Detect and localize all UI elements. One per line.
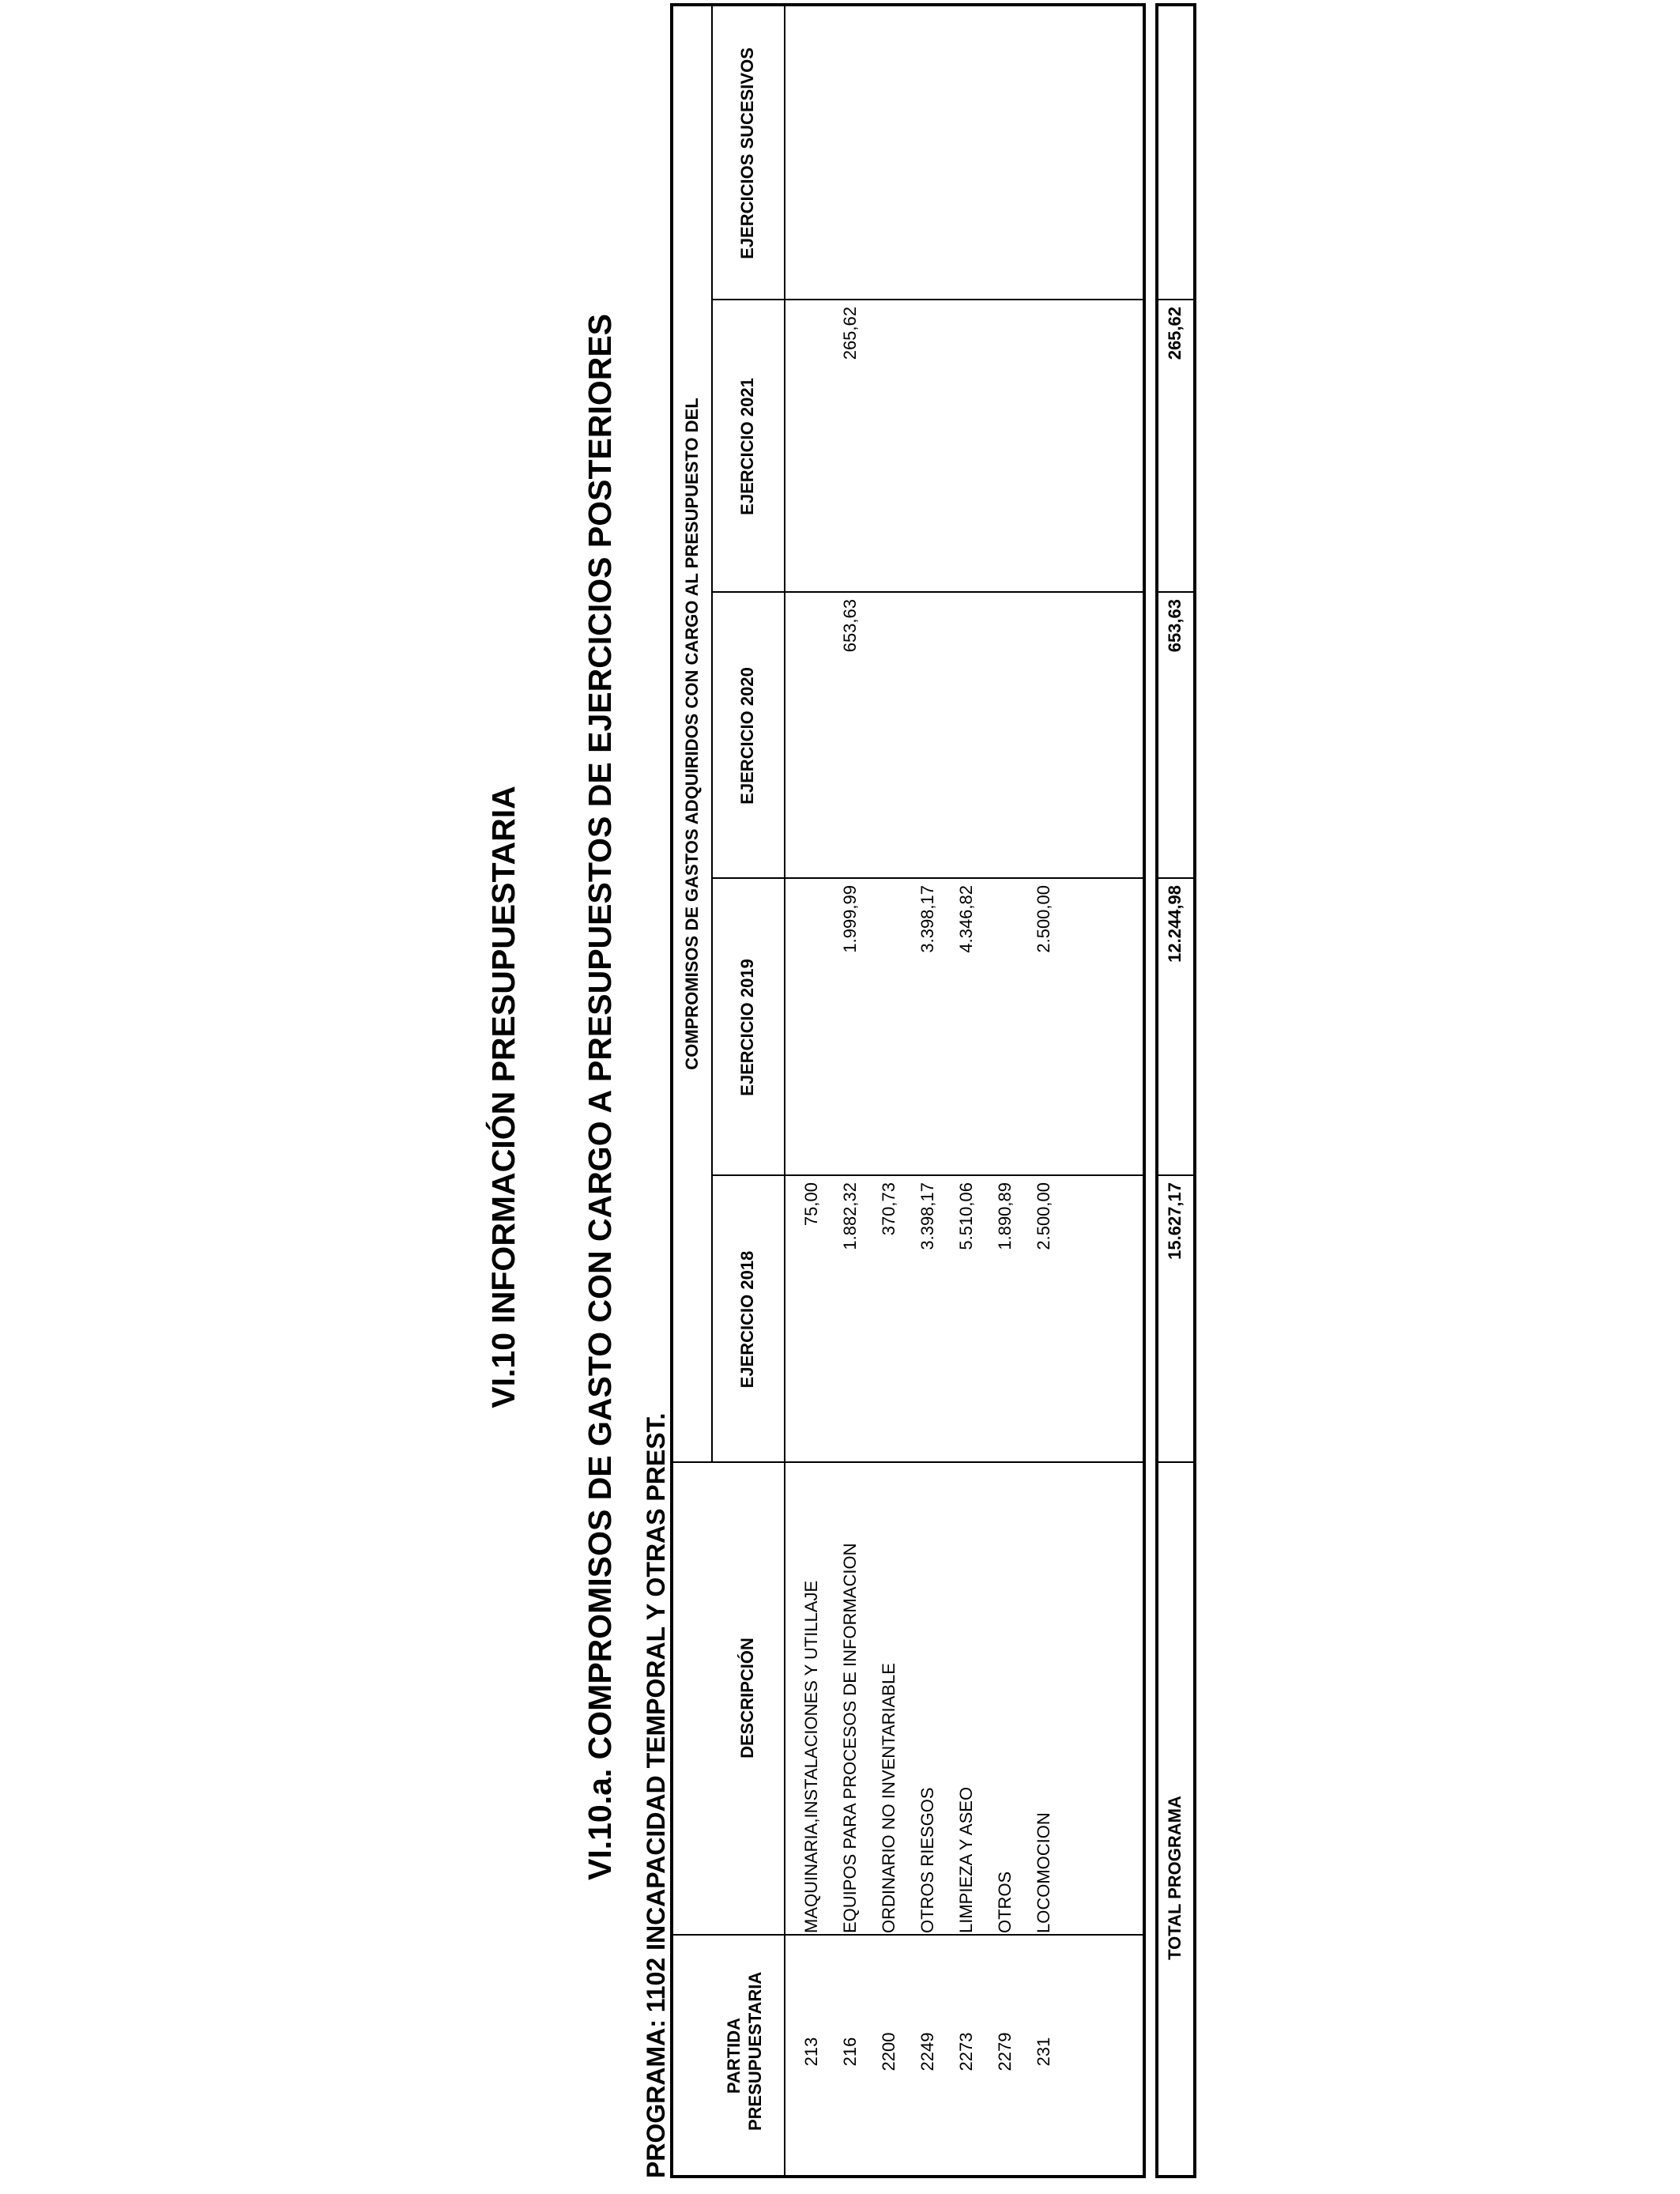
total-border-top	[1155, 3, 1158, 2178]
group-divider	[711, 5, 713, 1463]
value-2021: 265,62	[840, 307, 860, 360]
descripcion-cell: LIMPIEZA Y ASEO	[956, 1786, 976, 1933]
total-2021: 265,62	[1165, 307, 1185, 360]
total-border-left	[1155, 2175, 1196, 2178]
header-partida: PARTIDA PRESUPUESTARIA	[724, 1971, 765, 2131]
total-border-bottom	[1193, 3, 1196, 2178]
page-title: VI.10 INFORMACIÓN PRESUPUESTARIA	[485, 786, 522, 1408]
header-group: COMPROMISOS DE GASTOS ADQUIRIDOS CON CARGO AL PRESUPUESTO DEL	[682, 398, 702, 1070]
total-border-right	[1155, 3, 1196, 6]
partida-cell: 2249	[917, 2032, 937, 2071]
descripcion-cell: MAQUINARIA,INSTALACIONES Y UTILLAJE	[801, 1580, 821, 1933]
value-2018: 3.398,17	[917, 1182, 937, 1250]
descripcion-cell: OTROS	[995, 1871, 1015, 1933]
header-year-2018: EJERCICIO 2018	[737, 1250, 757, 1389]
header-year-2021: EJERCICIO 2021	[737, 378, 757, 515]
total-2019: 12.244,98	[1165, 885, 1185, 963]
col-line-4	[711, 877, 1144, 879]
value-2019: 1.999,99	[840, 885, 860, 953]
partida-cell: 2273	[956, 2032, 976, 2071]
header-year-2020: EJERCICIO 2020	[737, 667, 757, 805]
table-border-top	[670, 3, 673, 2178]
descripcion-cell: EQUIPOS PARA PROCESOS DE INFORMACION	[840, 1543, 860, 1933]
header-sucesivos: EJERCICIOS SUCESIVOS	[737, 47, 757, 259]
value-2018: 75,00	[801, 1182, 821, 1227]
value-2018: 370,73	[879, 1182, 898, 1236]
value-2018: 1.890,89	[995, 1182, 1015, 1250]
programa-label: PROGRAMA: 1102 INCAPACIDAD TEMPORAL Y OTRAS PREST.	[642, 1412, 670, 2178]
partida-cell: 231	[1034, 2037, 1053, 2067]
total-col-line-6	[1155, 299, 1196, 300]
partida-cell: 2200	[879, 2032, 898, 2071]
header-divider	[784, 3, 785, 2178]
col-line-5	[711, 591, 1144, 593]
value-2018: 5.510,06	[956, 1182, 976, 1250]
descripcion-cell: OTROS RIESGOS	[917, 1787, 937, 1933]
col-line-1	[670, 1934, 1144, 1936]
col-line-6	[711, 299, 1144, 300]
partida-cell: 2279	[995, 2032, 1015, 2071]
descripcion-cell: LOCOMOCION	[1034, 1812, 1053, 1933]
table-border-left	[670, 2175, 1146, 2178]
header-year-2019: EJERCICIO 2019	[737, 959, 757, 1096]
value-2019: 2.500,00	[1034, 885, 1053, 953]
value-2019: 4.346,82	[956, 885, 976, 953]
total-2018: 15.627,17	[1165, 1182, 1185, 1260]
total-2020: 653,63	[1165, 599, 1185, 653]
partida-cell: 216	[840, 2037, 860, 2067]
value-2018: 2.500,00	[1034, 1182, 1053, 1250]
value-2019: 3.398,17	[917, 885, 937, 953]
header-descripcion: DESCRIPCIÓN	[737, 1638, 757, 1759]
page-subtitle: VI.10.a. COMPROMISOS DE GASTO CON CARGO A PRESUPUESTOS DE EJERCICIOS POSTERIORES	[582, 313, 618, 1881]
partida-cell: 213	[801, 2037, 821, 2067]
value-2020: 653,63	[840, 599, 860, 653]
table-border-bottom	[1143, 3, 1146, 2178]
value-2018: 1.882,32	[840, 1182, 860, 1250]
descripcion-cell: ORDINARIO NO INVENTARIABLE	[879, 1663, 898, 1933]
total-label: TOTAL PROGRAMA	[1165, 1796, 1185, 1960]
